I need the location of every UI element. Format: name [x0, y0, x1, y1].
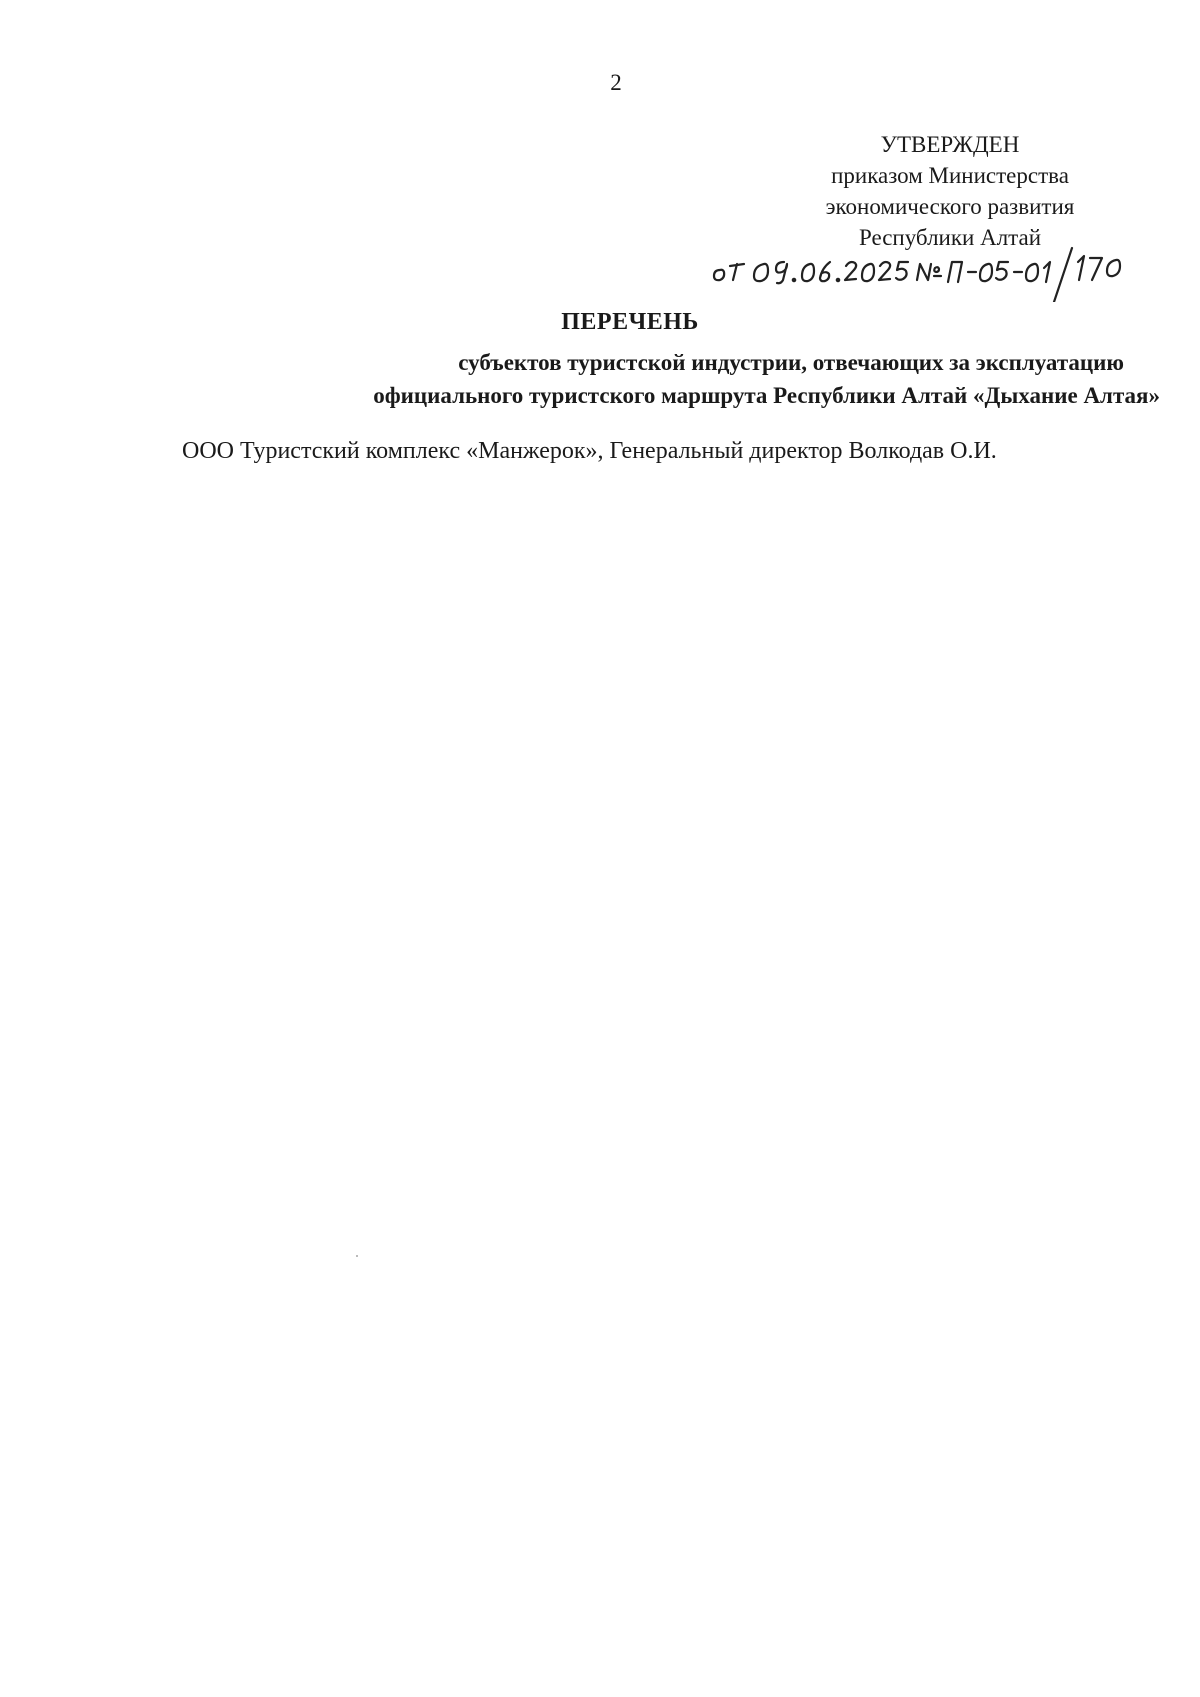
document-title: ПЕРЕЧЕНЬ: [561, 309, 699, 335]
handwritten-order-number: [712, 242, 1142, 302]
subtitle-line-1: субъектов туристской индустрии, отвечающих за эксплуатацию: [458, 350, 1124, 375]
list-item: ООО Туристский комплекс «Манжерок», Генеральный директор Волкодав О.И.: [182, 438, 997, 464]
approval-line-1: приказом Министерства: [831, 163, 1069, 188]
page-number: 2: [610, 70, 622, 95]
subtitle-line-2: официального туристского маршрута Республики Алтай «Дыхание Алтая»: [373, 383, 1160, 408]
scan-speck: [356, 1255, 358, 1257]
approval-stamp: [800, 129, 1100, 253]
handwritten-signature-image: [712, 242, 1142, 302]
approval-line-3: Республики Алтай: [858, 225, 1042, 250]
approval-line-2: экономического развития: [825, 194, 1075, 219]
document-subtitle: [200, 346, 1160, 412]
approval-status: УТВЕРЖДЕН: [880, 132, 1020, 157]
